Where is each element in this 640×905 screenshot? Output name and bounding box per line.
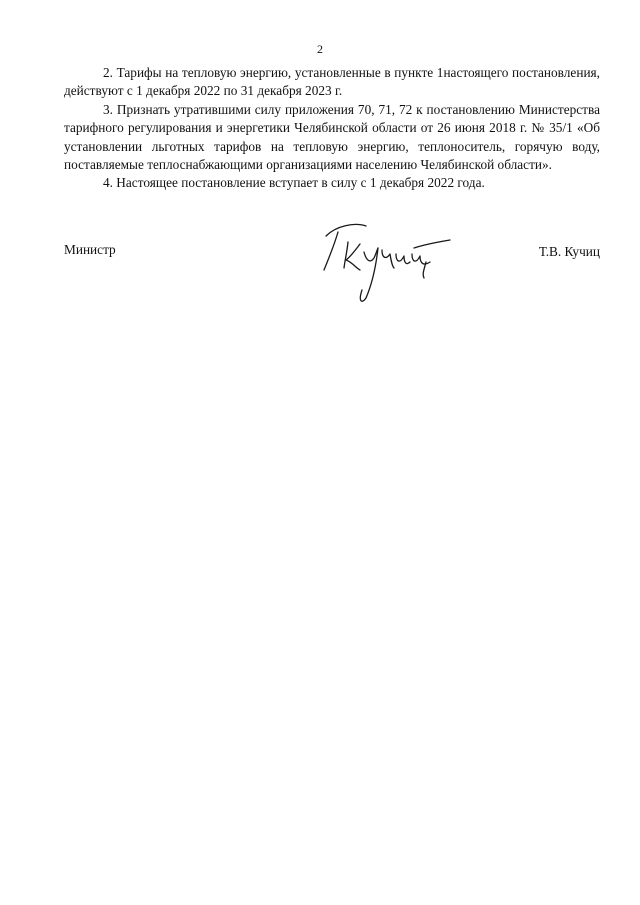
paragraph-2: 2. Тарифы на тепловую энергию, установленные в пункте 1настоящего постановления, действуют с 1 декабря 2022 по 31 декабря 2023 г. bbox=[64, 65, 600, 99]
signatory-name: Т.В. Кучиц bbox=[538, 244, 600, 259]
signatory-title: Министр bbox=[64, 242, 116, 257]
paragraph-4: 4. Настоящее постановление вступает в силу с 1 декабря 2022 года. bbox=[103, 175, 485, 191]
signature-block bbox=[64, 240, 600, 310]
handwritten-signature-icon bbox=[314, 218, 454, 308]
paragraph-3: 3. Признать утратившими силу приложения 70, 71, 72 к постановлению Министерства тарифного регулирования и энергетики Челябинской области от 26 июня 2018 г. № 35/1 «Об установлении льготных тарифов на тепловую энергию, теплоноситель, горячую воду, поставляемые теплоснабжающими организациями населению Челябинской области». bbox=[64, 101, 600, 173]
document-body bbox=[64, 64, 600, 193]
page-number: 2 bbox=[317, 42, 323, 56]
